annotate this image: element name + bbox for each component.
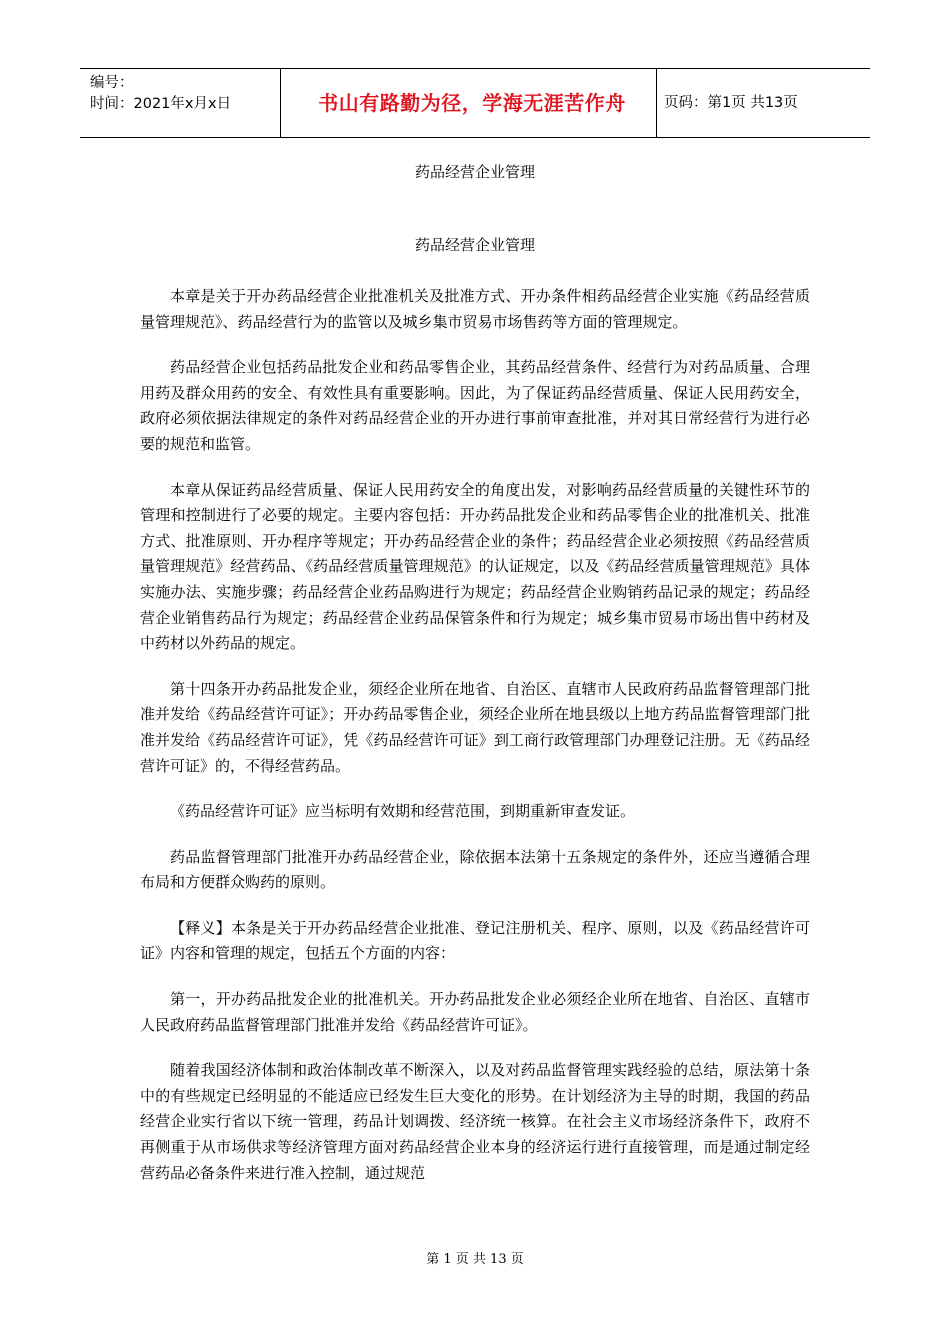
body-paragraph: 本章是关于开办药品经营企业批准机关及批准方式、开办条件相药品经营企业实施《药品经营质量管理规范》、药品经营行为的监管以及城乡集市贸易市场售药等方面的管理规定。 (140, 287, 810, 331)
body-paragraph: 《药品经营许可证》应当标明有效期和经营范围，到期重新审查发证。 (170, 802, 636, 821)
header-page-info: 页码：第1页 共13页 (664, 95, 798, 111)
body-paragraph: 药品经营企业包括药品批发企业和药品零售企业，其药品经营条件、经营行为对药品质量、合理用药及群众用药的安全、有效性具有重要影响。因此，为了保证药品经营质量、保证人民用药安全，政府必须依据法律规定的条件对药品经营企业的开办进行事前审查批准，并对其日常经营行为进行必要的规范和监管。 (140, 358, 810, 453)
body-paragraph: 本章从保证药品经营质量、保证人民用药安全的角度出发，对影响药品经营质量的关键性环节的管理和控制进行了必要的规定。主要内容包括：开办药品批发企业和药品零售企业的批准机关、批准方式、批准原则、开办程序等规定；开办药品经营企业的条件；药品经营企业必须按照《药品经营质量管理规范》经营药品、《药品经营质量管理规范》的认证规定，以及《药品经营质量管理规范》具体实施办法、实施步骤；药品经营企业药品购进行为规定；药品经营企业购销药品记录的规定；药品经营企业销售药品行为规定；药品经营企业药品保管条件和行为规定；城乡集市贸易市场出售中药材及中药材以外药品的规定。 (140, 480, 810, 653)
body-paragraph: 【释义】本条是关于开办药品经营企业批准、登记注册机关、程序、原则，以及《药品经营许可证》内容和管理的规定，包括五个方面的内容： (140, 918, 810, 963)
header-divider-right (656, 69, 657, 137)
body-paragraph: 第一，开办药品批发企业的批准机关。开办药品批发企业必须经企业所在地省、自治区、直辖市人民政府药品监督管理部门批准并发给《药品经营许可证》。 (140, 990, 810, 1034)
header-motto: 书山有路勤为径，学海无涯苦作舟 (318, 91, 626, 115)
section-title: 药品经营企业管理 (414, 236, 535, 254)
body-paragraph: 第十四条开办药品批发企业，须经企业所在地省、自治区、直辖市人民政府药品监督管理部门批准并发给《药品经营许可证》；开办药品零售企业，须经企业所在地县级以上地方药品监督管理部门批准并发给《药品经营许可证》，凭《药品经营许可证》到工商行政管理部门办理登记注册。无《药品经营许可证》的，不得经营药品。 (140, 679, 810, 775)
header-meta (90, 73, 280, 115)
document-number-label: 编号： (90, 75, 134, 91)
header-divider-left (280, 69, 281, 137)
body-paragraph: 随着我国经济体制和政治体制改革不断深入，以及对药品监督管理实践经验的总结，原法第十条中的有些规定已经明显的不能适应已经发生巨大变化的形势。在计划经济为主导的时期，我国的药品经营企业实行省以下统一管理，药品计划调拨、经济统一核算。在社会主义市场经济条件下，政府不再侧重于从市场供求等经济管理方面对药品经营企业本身的经济运行进行直接管理，而是通过制定经营药品必备条件来进行准入控制，通过规范 (140, 1061, 810, 1182)
document-time-label: 时间：2021年x月x日 (90, 96, 232, 112)
document-body (140, 284, 810, 1206)
page-header (80, 68, 870, 138)
page-footer: 第 1 页 共 13 页 (426, 1252, 524, 1267)
document-title: 药品经营企业管理 (414, 163, 535, 181)
body-paragraph: 药品监督管理部门批准开办药品经营企业，除依据本法第十五条规定的条件外，还应当遵循合理布局和方便群众购药的原则。 (140, 847, 810, 892)
